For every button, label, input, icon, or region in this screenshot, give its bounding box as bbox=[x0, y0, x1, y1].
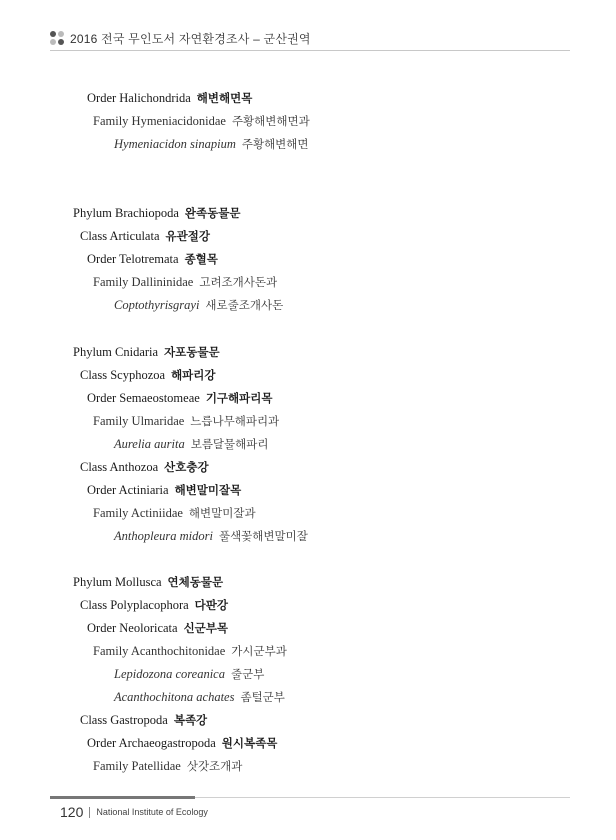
taxon-korean: 해파리강 bbox=[171, 368, 216, 382]
taxon-korean: 느릅나무해파리과 bbox=[190, 414, 280, 428]
taxon-korean: 풀색꽃해변말미잘 bbox=[218, 529, 308, 543]
taxon-korean: 완족동물문 bbox=[184, 206, 241, 220]
taxon-korean: 종혈목 bbox=[184, 252, 218, 266]
taxon-family bbox=[93, 113, 310, 129]
header-divider bbox=[50, 50, 570, 51]
taxon-latin: Family Actiniidae bbox=[93, 506, 183, 520]
taxon-latin: Family Hymeniacidonidae bbox=[93, 114, 226, 128]
taxon-korean: 연체동물문 bbox=[167, 575, 224, 589]
taxon-korean: 기구해파리목 bbox=[205, 391, 273, 405]
taxon-latin: Hymeniacidon sinapium bbox=[114, 137, 236, 151]
taxon-korean: 새로줄조개사돈 bbox=[205, 298, 284, 312]
running-header bbox=[50, 28, 570, 48]
taxon-korean: 가시군부과 bbox=[231, 644, 287, 658]
taxon-latin: Phylum Cnidaria bbox=[73, 345, 159, 359]
taxon-korean: 유관절강 bbox=[165, 229, 210, 243]
taxon-latin: Aurelia aurita bbox=[114, 437, 185, 451]
taxon-phylum bbox=[73, 344, 220, 360]
taxon-korean: 고려조개사돈과 bbox=[199, 275, 278, 289]
taxon-family bbox=[93, 505, 256, 521]
taxon-latin: Coptothyrisgrayi bbox=[114, 298, 200, 312]
taxon-latin: Class Gastropoda bbox=[80, 713, 168, 727]
taxon-latin: Family Dallininidae bbox=[93, 275, 194, 289]
taxon-latin: Acanthochitona achates bbox=[114, 690, 235, 704]
taxon-species bbox=[114, 297, 283, 313]
taxon-species bbox=[114, 666, 264, 682]
taxon-korean: 해변말미잘과 bbox=[188, 506, 256, 520]
taxon-latin: Class Polyplacophora bbox=[80, 598, 189, 612]
taxon-order bbox=[87, 620, 228, 636]
taxon-korean: 줄군부 bbox=[230, 667, 265, 681]
taxon-species bbox=[114, 436, 268, 452]
taxon-latin: Family Ulmaridae bbox=[93, 414, 185, 428]
taxon-order bbox=[87, 251, 218, 267]
taxon-korean: 복족강 bbox=[173, 713, 208, 727]
taxon-korean: 산호충강 bbox=[164, 460, 209, 474]
taxon-order bbox=[87, 735, 277, 751]
taxon-latin: Order Archaeogastropoda bbox=[87, 736, 216, 750]
taxon-phylum bbox=[73, 205, 240, 221]
taxon-latin: Order Neoloricata bbox=[87, 621, 178, 635]
page-footer bbox=[60, 804, 208, 820]
taxon-korean: 주황해변해면과 bbox=[231, 114, 310, 128]
taxon-korean: 다판강 bbox=[194, 598, 228, 612]
taxon-latin: Family Patellidae bbox=[93, 759, 181, 773]
page-number: 120 bbox=[60, 804, 84, 820]
taxon-species bbox=[114, 136, 309, 152]
taxon-class bbox=[80, 459, 209, 475]
footer-organization: National Institute of Ecology bbox=[96, 807, 208, 817]
taxon-latin: Anthopleura midori bbox=[114, 529, 213, 543]
taxon-class bbox=[80, 712, 207, 728]
taxon-species bbox=[114, 528, 308, 544]
taxon-latin: Phylum Mollusca bbox=[73, 575, 162, 589]
taxon-species bbox=[114, 689, 285, 705]
footer-accent-bar bbox=[50, 796, 195, 799]
taxon-korean: 신군부목 bbox=[183, 621, 229, 635]
taxon-korean: 해변해면목 bbox=[196, 91, 253, 105]
taxon-korean: 좀털군부 bbox=[240, 690, 285, 704]
taxon-korean: 원시복족목 bbox=[221, 736, 278, 750]
taxon-latin: Order Semaeostomeae bbox=[87, 391, 200, 405]
taxon-family bbox=[93, 413, 279, 429]
taxon-family bbox=[93, 758, 242, 774]
taxon-class bbox=[80, 597, 228, 613]
taxon-latin: Class Scyphozoa bbox=[80, 368, 166, 382]
taxon-latin: Order Telotremata bbox=[87, 252, 179, 266]
taxon-latin: Family Acanthochitonidae bbox=[93, 644, 226, 658]
taxon-korean: 보름달물해파리 bbox=[190, 437, 269, 451]
taxon-korean: 자포동물문 bbox=[164, 345, 220, 359]
taxon-korean: 삿갓조개과 bbox=[186, 759, 243, 773]
header-dots-icon bbox=[50, 31, 64, 45]
footer-separator bbox=[89, 807, 90, 818]
taxon-phylum bbox=[73, 574, 223, 590]
taxon-latin: Class Anthozoa bbox=[80, 460, 159, 474]
taxon-latin: Class Articulata bbox=[80, 229, 160, 243]
taxon-order bbox=[87, 482, 241, 498]
taxon-latin: Lepidozona coreanica bbox=[114, 667, 225, 681]
taxon-latin: Phylum Brachiopoda bbox=[73, 206, 179, 220]
taxon-family bbox=[93, 274, 277, 290]
taxon-class bbox=[80, 228, 210, 244]
header-title: 2016 전국 무인도서 자연환경조사 – 군산권역 bbox=[70, 31, 311, 46]
taxon-order bbox=[87, 390, 272, 406]
taxon-korean: 해변말미잘목 bbox=[174, 483, 242, 497]
taxon-korean: 주황해변해면 bbox=[241, 137, 309, 151]
taxon-class bbox=[80, 367, 216, 383]
taxon-latin: Order Halichondrida bbox=[87, 91, 191, 105]
taxon-latin: Order Actiniaria bbox=[87, 483, 169, 497]
taxon-order bbox=[87, 90, 252, 106]
taxon-family bbox=[93, 643, 287, 659]
